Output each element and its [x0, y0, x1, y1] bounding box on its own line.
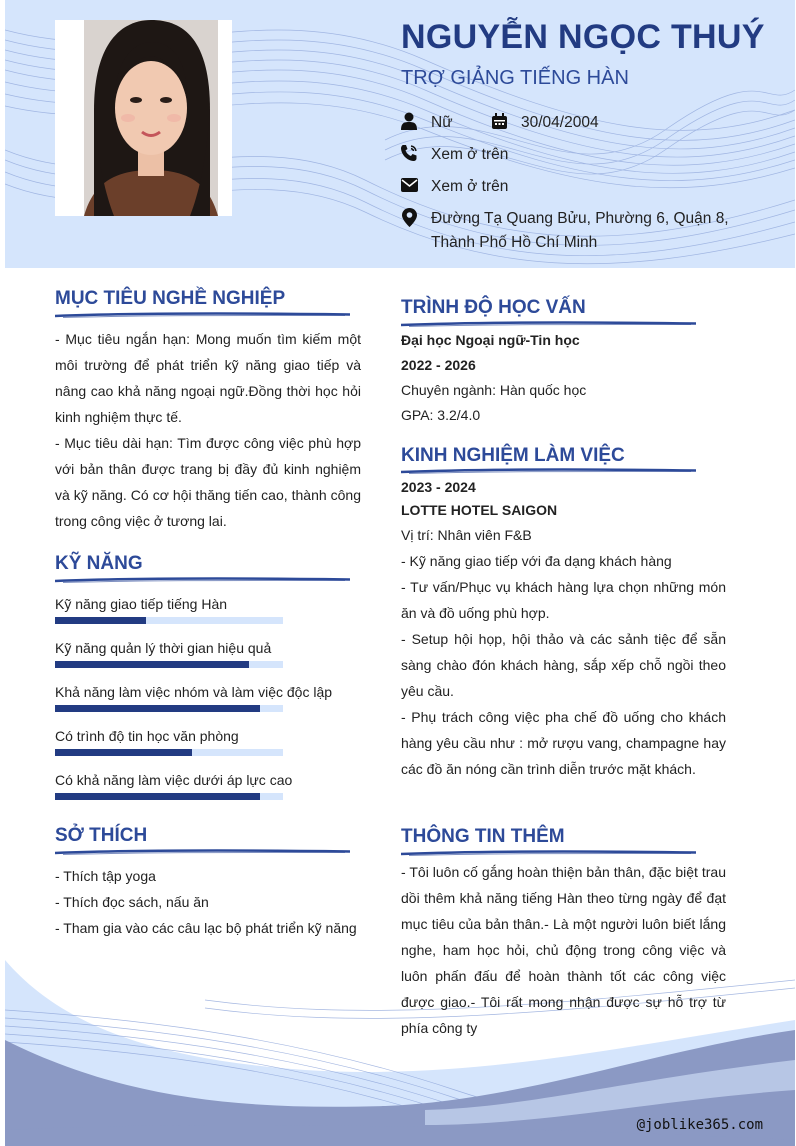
objective-long-term: - Mục tiêu dài hạn: Tìm được công việc phù hợp với bản thân được trang bị đầy đủ kinh nghiệm và kỹ năng. Có cơ hội thăng tiến cao, thành công trong công việc ở tương lai.: [55, 435, 361, 529]
experience-company: LOTTE HOTEL SAIGON: [401, 502, 558, 518]
hobby-item: - Thích đọc sách, nấu ăn: [55, 894, 209, 910]
extra-info-text: - Tôi luôn cố gắng hoàn thiện bản thân, đặc biệt trau dồi thêm khả năng tiếng Hàn theo từng ngày để đạt mục tiêu của bản thân.- Là một người luôn biết lắng nghe, ham học hỏi, chủ động trong công việc và luôn phấn đấu để hoàn thành tốt các công việc được giao.- Tôi rất mong nhận được sự hỗ trợ từ phía công ty: [401, 864, 726, 1036]
experience-period: 2023 - 2024: [401, 479, 476, 495]
education-school: Đại học Ngoại ngữ-Tin học: [401, 332, 580, 348]
birthday-value: 30/04/2004: [521, 114, 599, 131]
hobbies-title: SỞ THÍCH: [55, 825, 148, 846]
experience-duty: - Phụ trách công việc pha chế đồ uống cho khách hàng yêu cầu như : mở rượu vang, champagne hay các đồ ăn nóng cần trình diễn trước mặt khách.: [401, 709, 726, 777]
skill-bar: [55, 793, 283, 800]
hobby-item: - Tham gia vào các câu lạc bộ phát triển kỹ năng: [55, 920, 357, 936]
skill-bar-fill: [55, 793, 260, 800]
phone-icon: [399, 143, 419, 163]
skill-bar: [55, 617, 283, 624]
calendar-icon: [489, 111, 509, 131]
skills-title: KỸ NĂNG: [55, 553, 143, 574]
education-title: TRÌNH ĐỘ HỌC VẤN: [401, 297, 586, 318]
experience-underline: [401, 467, 696, 475]
address-value: [431, 207, 729, 255]
skill-bar-fill: [55, 705, 260, 712]
address-line-1: Đường Tạ Quang Bửu, Phường 6, Quận 8,: [431, 210, 729, 227]
profile-photo-frame: [55, 20, 232, 216]
skill-label: Khả năng làm việc nhóm và làm việc độc lập: [55, 684, 333, 700]
gender-row: [399, 111, 599, 135]
skill-label: Kỹ năng giao tiếp tiếng Hàn: [55, 596, 228, 612]
skill-bar-fill: [55, 749, 192, 756]
education-period: 2022 - 2026: [401, 357, 476, 373]
skill-item: [55, 726, 355, 756]
gender-value: Nữ: [431, 114, 453, 131]
candidate-name: NGUYỄN NGỌC THUÝ: [401, 18, 765, 56]
experience-duty: - Kỹ năng giao tiếp với đa dạng khách hàng: [401, 553, 672, 569]
phone-value: Xem ở trên: [431, 146, 509, 163]
experience-position: Vị trí: Nhân viên F&B: [401, 527, 532, 543]
skills-underline: [55, 576, 350, 584]
email-icon: [399, 175, 419, 195]
skill-label: Kỹ năng quản lý thời gian hiệu quả: [55, 640, 272, 656]
extra-info-title: THÔNG TIN THÊM: [401, 826, 565, 847]
hobbies-underline: [55, 848, 350, 856]
experience-title: KINH NGHIỆM LÀM VIỆC: [401, 445, 625, 466]
objective-underline: [55, 311, 350, 319]
skill-item: [55, 770, 355, 800]
skill-label: Có trình độ tin học văn phòng: [55, 728, 239, 744]
education-gpa: GPA: 3.2/4.0: [401, 407, 481, 423]
experience-duty: - Tư vấn/Phục vụ khách hàng lựa chọn những món ăn và đồ uống phù hợp.: [401, 579, 726, 621]
hobby-item: - Thích tập yoga: [55, 868, 156, 884]
education-major: Chuyên ngành: Hàn quốc học: [401, 382, 587, 398]
phone-row: [399, 143, 508, 167]
extra-info-underline: [401, 849, 696, 857]
education-underline: [401, 320, 696, 328]
email-value: Xem ở trên: [431, 178, 509, 195]
user-icon: [399, 111, 419, 131]
skill-bar: [55, 749, 283, 756]
skill-bar-fill: [55, 617, 146, 624]
profile-photo: [84, 20, 218, 216]
cv-page: [5, 0, 795, 1146]
skill-item: [55, 682, 355, 712]
education-block: [401, 328, 731, 428]
email-row: [399, 175, 508, 199]
address-line-2: Thành Phố Hồ Chí Minh: [431, 234, 598, 251]
skill-bar-fill: [55, 661, 249, 668]
objective-short-term: - Mục tiêu ngắn hạn: Mong muốn tìm kiếm một môi trường để phát triển kỹ năng giao tiếp và nâng cao khả năng ngoại ngữ.Đồng thời học hỏi kinh nghiệm thực tế.: [55, 331, 361, 425]
skill-item: [55, 594, 355, 624]
skill-bar: [55, 661, 283, 668]
hobbies-list: [55, 863, 375, 941]
watermark: @joblike365.com: [636, 1117, 763, 1133]
skill-item: [55, 638, 355, 668]
address-row: [399, 207, 729, 255]
header-banner: [5, 0, 795, 268]
location-icon: [399, 207, 419, 227]
job-title: TRỢ GIẢNG TIẾNG HÀN: [401, 67, 629, 89]
skill-bar: [55, 705, 283, 712]
experience-duty: - Setup hội họp, hội thảo và các sảnh tiệc để sẵn sàng chào đón khách hàng, sắp xếp chỗ ngồi theo yêu cầu.: [401, 631, 726, 699]
skill-label: Có khả năng làm việc dưới áp lực cao: [55, 772, 293, 788]
experience-block: [401, 476, 726, 782]
objective-title: MỤC TIÊU NGHỀ NGHIỆP: [55, 288, 286, 309]
